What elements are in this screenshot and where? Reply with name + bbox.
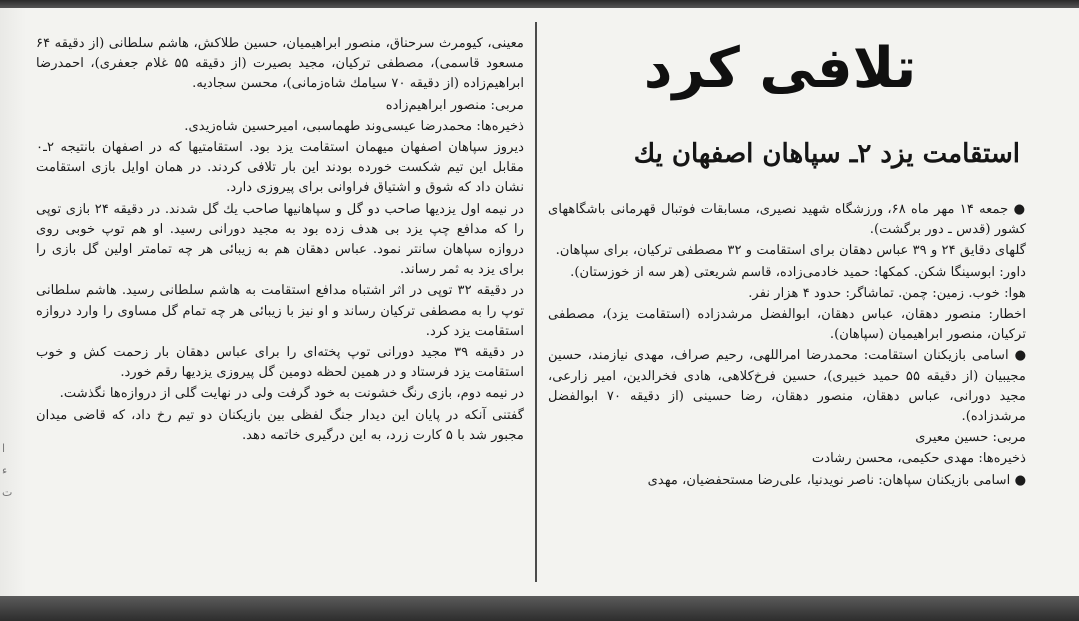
article-subtitle: استقامت یزد ۲ـ سپاهان اصفهان یك: [633, 139, 1020, 169]
match-details-column: [548, 200, 1026, 492]
edge-marks: ا ء ت: [2, 442, 13, 499]
details-paragraph: اخطار: منصور دهقان، عباس دهقان، ابوالفضل مرشدزاده (استقامت یزد)، مصطفی ترکیان، منصور ابراهیمیان (سپاهان).: [548, 307, 1026, 343]
report-paragraph: در دقیقه ۳۹ مجید دورانی توپ پخته‌ای را برای عباس دهقان بار زحمت کش و خوب استقامت یزد فرستاد و در همین لحظه دومین گل پیروزی یزدیها رقم خورد.: [36, 345, 524, 381]
details-paragraph: هوا: خوب. زمین: چمن. تماشاگر: حدود ۴ هزار نفر.: [748, 285, 1026, 301]
report-paragraph: معینی، کیومرث سرحناق، منصور ابراهیمیان، حسین طلاکش، هاشم سلطانی (از دقیقه ۶۴ مسعود قاسمی)، مصطفی ترکیان، مجید بصیرت (از دقیقه ۵۵ غلام جعفری)، احمدرضا ابراهیم‌زاده (از دقیقه ۷۰ سیامك شاه‌زمانی)، محسن سجادیه.: [36, 36, 524, 92]
report-paragraph: در نیمه دوم، بازی رنگ خشونت به خود گرفت ولی در نهایت گلی از دروازه‌ها نگذشت.: [59, 386, 524, 402]
column-divider: [535, 22, 537, 582]
report-paragraph: ذخیره‌ها: محمدرضا عیسی‌وند طهماسبی، امیرحسین شاه‌زیدی.: [184, 118, 524, 134]
details-paragraph: مربی: حسین معیری: [915, 430, 1026, 446]
article-title: تلافی کرد: [643, 36, 917, 101]
details-paragraph: ذخیره‌ها: مهدی حکیمی، محسن رشادت: [811, 451, 1026, 467]
details-paragraph: داور: ابوسینگا شکن. کمکها: حمید خادمی‌زاده، قاسم شریعتی (هر سه از خوزستان).: [570, 264, 1026, 280]
report-paragraph: دیروز سپاهان اصفهان میهمان استقامت یزد بود. استقامتیها که در اصفهان بانتیجه ۲ـ۰ مقابل این تیم شکست خورده بودند این بار تلافی کردند. در همان اوایل بازی استقامت نشان داد که شوق و اشتیاق فراوانی برای پیروزی دارد.: [36, 140, 524, 196]
report-paragraph: در دقیقه ۳۲ توپی در اثر اشتباه مدافع استقامت به هاشم سلطانی رسید. هاشم سلطانی توپ را به مصطفی ترکیان رساند و او نیز با زیبائی هر چه تمام گل مساوی را وارد دروازه استقامت یزد کرد.: [36, 283, 524, 339]
details-paragraph: ● اسامی بازیکنان سپاهان: ناصر نویدنیا، علی‌رضا مستحفضیان، مهدی: [647, 472, 1026, 488]
match-report-column: [36, 34, 524, 447]
details-paragraph: ● جمعه ۱۴ مهر ماه ۶۸، ورزشگاه شهید نصیری، مسابقات فوتبال قهرمانی باشگاههای کشور (قدس ـ دور برگشت).: [548, 202, 1026, 238]
page-edge: [0, 8, 26, 598]
details-paragraph: ● اسامی بازیکنان استقامت: محمدرضا امراللهی، رحیم صراف، مهدی نیازمند، حسین مجیبیان (از دقیقه ۵۵ حمید خبیری)، حسین فرخ‌کلاهی، هادی فخرالدین، امیر زارعی، مجید دورانی، عباس دهقان، منصور دهقان، رضا حسینی (از دقیقه ۷۰ ابوالفضل مرشدزاده).: [548, 348, 1026, 425]
report-paragraph: گفتنی آنکه در پایان این دیدار جنگ لفظی بین بازیکنان دو تیم رخ داد، که قاضی میدان مجبور شد با ۵ کارت زرد، به این درگیری خاتمه دهد.: [36, 407, 524, 443]
bottom-border: [0, 596, 1079, 621]
report-paragraph: در نیمه اول یزدیها صاحب دو گل و سپاهانیها صاحب یك گل شدند. در دقیقه ۲۴ بازی توپی را که مدافع چپ یزد بی هدف زده بود به مجید دورانی رسید. او هم توپ خوبی روی دروازه سپاهان سانتر نمود. عباس دهقان هم به زیبائی هر چه تمامتر اولین گل بازی را برای یزد به ثمر رساند.: [36, 201, 524, 278]
top-border: [0, 0, 1079, 8]
details-paragraph: گلهای دقایق ۲۴ و ۳۹ عباس دهقان برای استقامت و ۳۲ مصطفی ترکیان، برای سپاهان.: [555, 243, 1026, 259]
report-paragraph: مربی: منصور ابراهیم‌زاده: [385, 97, 524, 113]
